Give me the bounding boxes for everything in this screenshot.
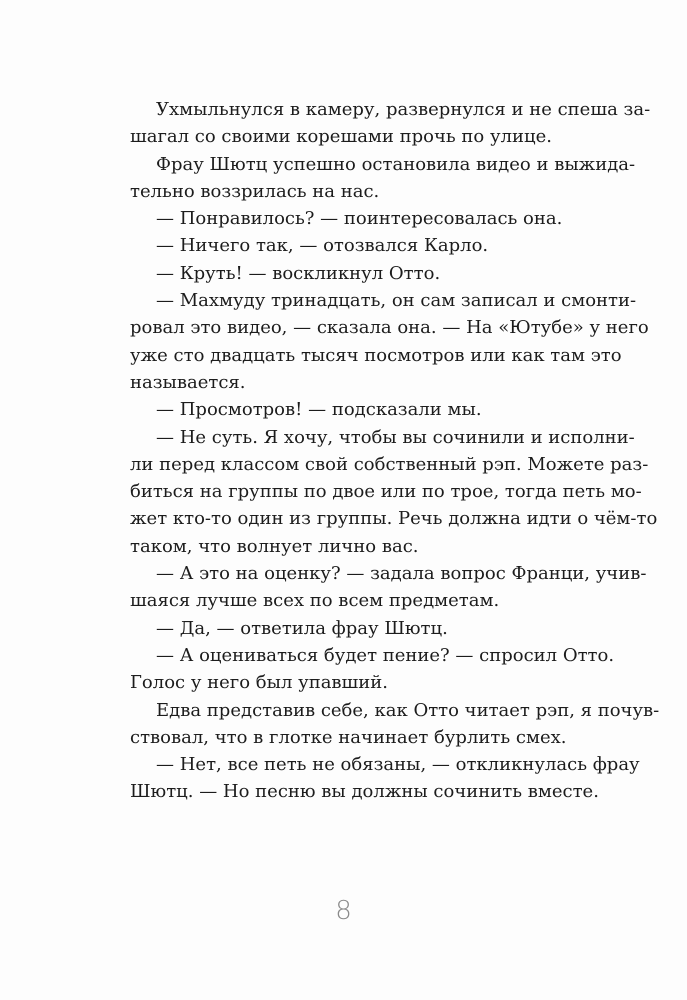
- paragraph-13: [130, 751, 640, 806]
- text-line: — А это на оценку? — задала вопрос Франци, учив-: [156, 563, 647, 585]
- text-line: — Круть! — воскликнул Отто.: [156, 262, 441, 284]
- text-line: жет кто-то один из группы. Речь должна идти о чём-то: [130, 508, 658, 530]
- text-line: тельно воззрилась на нас.: [130, 180, 380, 202]
- paragraph-7: [130, 396, 590, 423]
- text-line: Едва представив себе, как Отто читает рэп, я почув-: [156, 699, 660, 721]
- paragraph-1: [130, 96, 651, 151]
- text-line: Шютц. — Но песню вы должны сочинить вместе.: [130, 781, 599, 803]
- page-number: 8: [335, 896, 352, 926]
- text-line: уже сто двадцать тысяч посмотров или как там это: [130, 344, 622, 366]
- text-line: — Ничего так, — отозвался Карло.: [156, 235, 489, 257]
- paragraph-4: [130, 232, 590, 259]
- text-line: — Нет, все петь не обязаны, — откликнулась фрау: [156, 754, 640, 776]
- paragraph-9: [130, 560, 647, 615]
- text-line: Фрау Шютц успешно остановила видео и выжида-: [156, 153, 636, 175]
- text-line: Голос у него был упавший.: [130, 672, 389, 694]
- text-line: Ухмыльнулся в камеру, развернулся и не спеша за-: [156, 99, 651, 120]
- paragraph-8: [130, 424, 658, 560]
- text-line: ствовал, что в глотке начинает бурлить смех.: [130, 726, 567, 748]
- text-line: называется.: [130, 371, 246, 393]
- paragraph-6: [130, 287, 649, 396]
- text-line: ли перед классом свой собственный рэп. Можете раз-: [130, 453, 649, 475]
- text-line: шаяся лучше всех по всем предметам.: [130, 590, 500, 612]
- text-line: — Да, — ответила фрау Шютц.: [156, 617, 448, 639]
- paragraph-10: [130, 615, 590, 642]
- text-line: — Просмотров! — подсказали мы.: [156, 399, 482, 421]
- text-line: — Не суть. Я хочу, чтобы вы сочинили и исполни-: [156, 426, 635, 448]
- paragraph-3: [130, 205, 590, 232]
- text-line: биться на группы по двое или по трое, тогда петь мо-: [130, 481, 642, 503]
- text-line: шагал со своими корешами прочь по улице.: [130, 126, 552, 148]
- body-text: [130, 96, 660, 806]
- paragraph-2: [130, 151, 636, 206]
- paragraph-11: [130, 642, 615, 697]
- text-line: ровал это видео, — сказала она. — На «Ютубе» у него: [130, 317, 649, 339]
- paragraph-5: [130, 260, 590, 287]
- text-line: — Махмуду тринадцать, он сам записал и смонти-: [156, 290, 637, 312]
- text-line: — А оцениваться будет пение? — спросил Отто.: [156, 644, 615, 666]
- text-line: — Понравилось? — поинтересовалась она.: [156, 208, 563, 230]
- paragraph-12: [130, 697, 660, 752]
- text-line: таком, что волнует лично вас.: [130, 535, 419, 557]
